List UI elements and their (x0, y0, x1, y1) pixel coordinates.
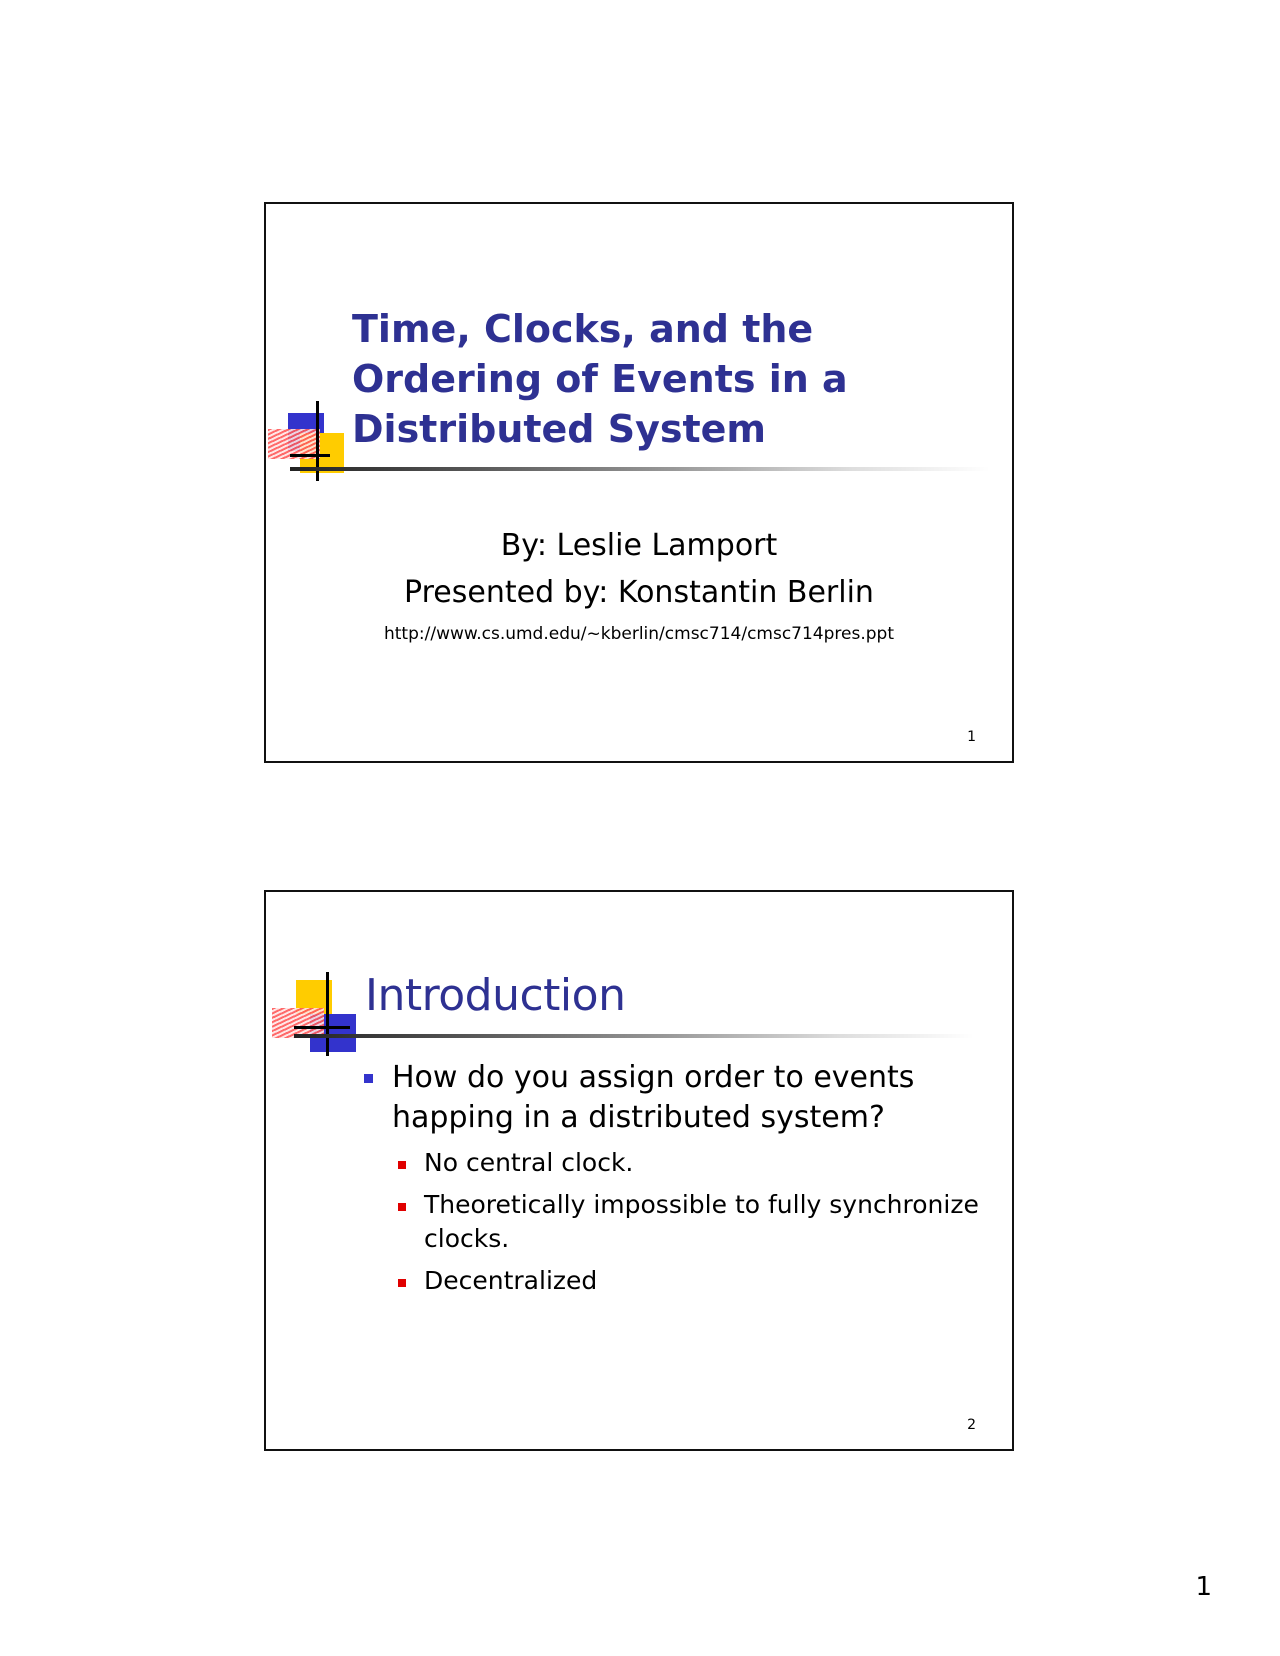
logo-vertical-line (326, 972, 329, 1056)
logo-horizontal-line (290, 454, 330, 457)
slide-logo-icon (266, 401, 356, 491)
bullet-list (364, 1058, 984, 1306)
square-bullet-icon (364, 1074, 373, 1083)
title-rule (294, 1034, 974, 1038)
square-bullet-icon (398, 1279, 406, 1287)
title-rule (290, 467, 990, 471)
page-number: 1 (1195, 1572, 1212, 1602)
square-bullet-icon (398, 1203, 406, 1211)
slide-1 (264, 202, 1014, 763)
sub-bullet-text: Theoretically impossible to fully synchronize clocks. (424, 1190, 979, 1253)
logo-horizontal-line (294, 1026, 350, 1029)
list-item (398, 1188, 984, 1256)
presentation-url: http://www.cs.umd.edu/~kberlin/cmsc714/cmsc714pres.ppt (383, 624, 895, 644)
list-item (364, 1058, 984, 1298)
slide-title: Introduction (365, 970, 626, 1021)
sub-bullet-list (392, 1146, 984, 1298)
presenter-line: Presented by: Konstantin Berlin (404, 575, 874, 610)
sub-bullet-text: Decentralized (424, 1266, 598, 1295)
slide-logo-icon (266, 972, 356, 1062)
list-item (398, 1146, 984, 1180)
slide-2 (264, 890, 1014, 1451)
list-item (398, 1264, 984, 1298)
sub-bullet-text: No central clock. (424, 1148, 634, 1177)
slide-title: Time, Clocks, and the Ordering of Events in a Distributed System (352, 307, 848, 451)
bullet-text: How do you assign order to events happing in a distributed system? (392, 1060, 915, 1135)
slide-number: 2 (967, 1417, 976, 1433)
slide-number: 1 (967, 729, 976, 745)
author-line: By: Leslie Lamport (500, 528, 778, 563)
square-bullet-icon (398, 1161, 406, 1169)
